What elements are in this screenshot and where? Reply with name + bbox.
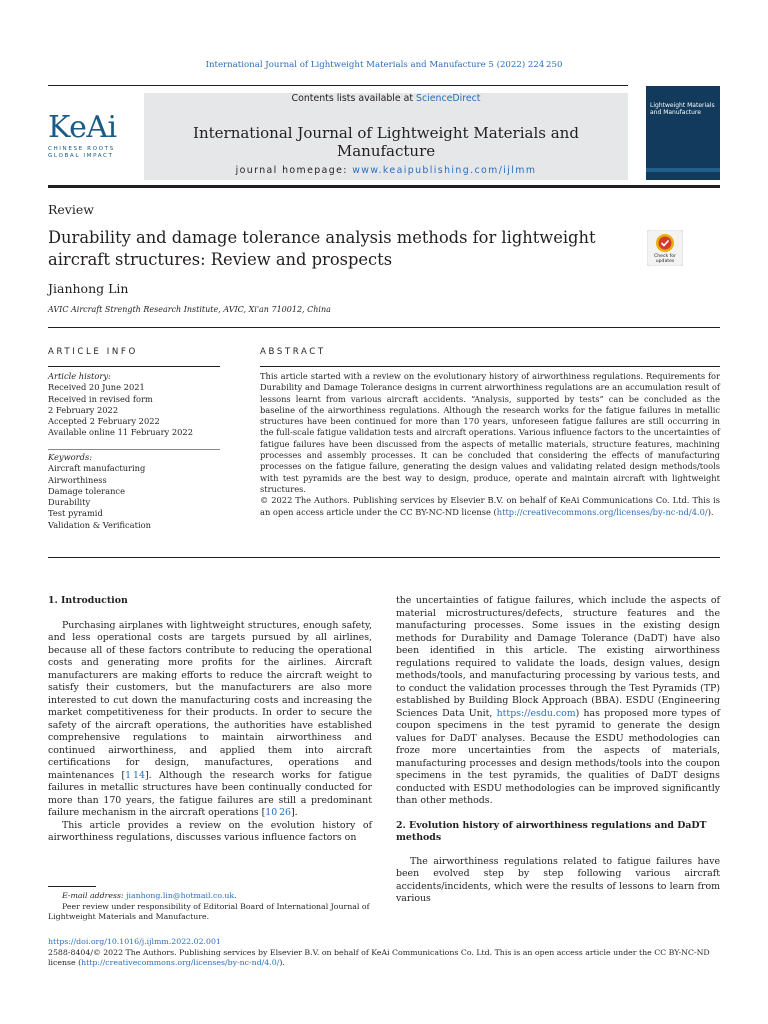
- header-rule: [48, 85, 628, 86]
- author-affiliation: AVIC Aircraft Strength Research Institute, AVIC, Xi'an 710012, China: [48, 305, 331, 314]
- history-accepted: Accepted 2 February 2022: [48, 416, 160, 427]
- homepage-link[interactable]: www.keaipublishing.com/ijlmm: [352, 165, 537, 176]
- abstract-body: [260, 371, 720, 518]
- keywords-list: [48, 452, 220, 531]
- logo-tagline-1: CHINESE ROOTS: [48, 146, 115, 152]
- email-link[interactable]: jianhong.lin@hotmail.co.uk: [126, 891, 235, 900]
- history-label: Article history:: [48, 371, 111, 381]
- abstract-rule: [260, 366, 720, 367]
- intro-heading: 1. Introduction: [48, 595, 128, 606]
- article-title: Durability and damage tolerance analysis methods for lightweight aircraft structures: Review and prospects: [48, 228, 596, 269]
- footnote: [48, 891, 372, 923]
- journal-homepage: journal homepage: www.keaipublishing.com/ijlmm: [235, 165, 537, 176]
- logo-tagline-2: GLOBAL IMPACT: [48, 153, 114, 159]
- keywords-label: Keywords:: [48, 452, 93, 462]
- header-thick-rule: [48, 185, 720, 188]
- intro-paragraph-1: Purchasing airplanes with lightweight structures, enough safety, and less operational costs are targets pursued by all airlines, because all of these factors contribute to reducing the operational costs and generating more profits for the airlines. Aircraft manufacturers are making efforts to reduce the aircraft weight to satisfy their customers, but the manufacturers are also more interested to cut down the manufacturing costs and increasing the market competitiveness for their products. In order to secure the safety of the aircraft operations, the authorities have established comprehensive regulations to maintain airworthiness and continued airworthiness, and applied them into aircraft certifications for design, manufactures, operations and maintenances [1 14]. Although the research works for fatigue failures in metallic structures have been continually conducted for more than 170 years, the fatigue failures are still a predominant failure mechanism in the aircraft operations [10 26].: [48, 619, 372, 818]
- keyword-item: Airworthiness: [48, 474, 107, 485]
- doi-link[interactable]: https://doi.org/10.1016/j.ijlmm.2022.02.001: [48, 937, 221, 946]
- history-revised-label: Received in revised form: [48, 393, 153, 404]
- left-column: [48, 595, 372, 845]
- ref-link[interactable]: 10 26: [265, 807, 291, 818]
- license-link[interactable]: http://creativecommons.org/licenses/by-nc-nd/4.0/: [496, 506, 708, 517]
- check-for-updates-badge[interactable]: [647, 230, 683, 266]
- keyword-item: Damage tolerance: [48, 485, 125, 496]
- footer-license-link[interactable]: http://creativecommons.org/licenses/by-nc-nd/4.0/: [81, 958, 280, 968]
- article-type: Review: [48, 202, 94, 217]
- esdu-link[interactable]: https://esdu.com: [496, 707, 576, 719]
- journal-cover-image: [646, 86, 720, 180]
- cover-band: [646, 168, 720, 172]
- badge-label: Check for updates: [654, 254, 676, 264]
- history-received: Received 20 June 2021: [48, 382, 145, 393]
- author-name: Jianhong Lin: [48, 281, 129, 296]
- journal-citation[interactable]: International Journal of Lightweight Materials and Manufacture 5 (2022) 224 250: [205, 60, 563, 70]
- ref-link[interactable]: 1 14: [125, 769, 145, 781]
- email-line: E-mail address: jianhong.lin@hotmail.co.uk.: [62, 891, 237, 900]
- keyword-item: Validation & Verification: [48, 519, 151, 530]
- article-info-rule: [48, 366, 220, 367]
- keai-logo: [48, 110, 128, 160]
- issn-line: 2588-8404/© 2022 The Authors. Publishing services by Elsevier B.V. on behalf of KeAi Communications Co. Ltd. This is an open access article under the CC BY-NC-ND license (http://creativecommons.org/licenses/by-nc-nd/4.0/).: [48, 947, 710, 968]
- keyword-item: Test pyramid: [48, 508, 103, 519]
- journal-title: International Journal of Lightweight Materials and Manufacture: [193, 124, 579, 160]
- divider-rule: [48, 327, 720, 328]
- abstract-text: This article started with a review on the evolutionary history of airworthiness regulations. Requirements for Durability and Damage Tolerance designs in current airworthiness regulations are an accumulation result of lessons learnt from various aircraft accidents. “Analysis, supported by tests” can be concluded as the baseline of the airworthiness regulations. Although the research works for the fatigue failures in metallic structures have been continued for more than 170 years, unforeseen fatigue failures are still occurring in the full-scale fatigue validation tests and aircraft operations. Various influence factors to the uncertainties of fatigue failures have been discussed from the aspects of metallic materials, structure features, machining processes and assembly processes. It can be concluded that considering the effects of manufacturing processes on the fatigue failure, generating the design values and validating related design methods/tools with test pyramids are the best way to design, produce, operate and maintain aircraft with lightweight structures.: [260, 371, 720, 494]
- intro-paragraph-3: the uncertainties of fatigue failures, which include the aspects of material microstructures/defects, structure features and the manufacturing processes. Some issues in the existing design methods for Durability and Damage Tolerance (DaDT) have also been identified in this article. The existing airworthiness regulations required to validate the loads, design values, design methods/tools, and manufacturing processing by various tests, and to conduct the validation processes through the Test Pyramids (TP) established by Building Block Approach (BBA). ESDU (Engineering Sciences Data Unit, https://esdu.com) has proposed more types of coupon specimens in the test pyramid to generate the design values for DaDT analyses. Because the ESDU methodologies can froze more uncertainties from the aspects of materials, manufacturing processes and design methods/tools into the coupon specimens in the test pyramids, the qualities of DaDT designs conducted with ESDU methodologies can be improved significantly than other methods.: [396, 595, 720, 806]
- article-info-heading: ARTICLE INFO: [48, 347, 138, 357]
- peer-review-note: Peer review under responsibility of Editorial Board of International Journal of Lightweight Materials and Manufacture.: [48, 901, 370, 922]
- sciencedirect-link[interactable]: ScienceDirect: [416, 93, 481, 104]
- history-online: Available online 11 February 2022: [48, 427, 193, 438]
- cover-title: Lightweight Materials and Manufacture: [650, 102, 715, 116]
- article-history: [48, 371, 220, 439]
- abstract-copyright: © 2022 The Authors. Publishing services by Elsevier B.V. on behalf of KeAi Communications Co. Ltd. This is an open access article under the CC BY-NC-ND license (http://creativecommons.org/licenses/by-nc-nd/4.0/).: [260, 495, 720, 517]
- intro-paragraph-2: This article provides a review on the evolution history of airworthiness regulations, discusses various influence factors on: [48, 819, 372, 843]
- keyword-item: Aircraft manufacturing: [48, 463, 146, 474]
- history-revised-date: 2 February 2022: [48, 404, 119, 415]
- abstract-heading: ABSTRACT: [260, 347, 326, 357]
- footnote-rule: [48, 886, 96, 887]
- section-2-heading: 2. Evolution history of airworthiness regulations and DaDT methods: [396, 819, 707, 843]
- abstract-bottom-rule: [48, 557, 720, 558]
- right-column: [396, 595, 720, 906]
- page-footer: [48, 937, 720, 969]
- keyword-item: Durability: [48, 497, 91, 508]
- section-2-paragraph: The airworthiness regulations related to fatigue failures have been evolved step by step following various aircraft accidents/incidents, which were the results of lessons to learn from various: [396, 855, 720, 904]
- contents-line: Contents lists available at ScienceDirect: [291, 93, 481, 104]
- keywords-rule: [48, 449, 220, 450]
- logo-wordmark: KeAi: [48, 110, 117, 145]
